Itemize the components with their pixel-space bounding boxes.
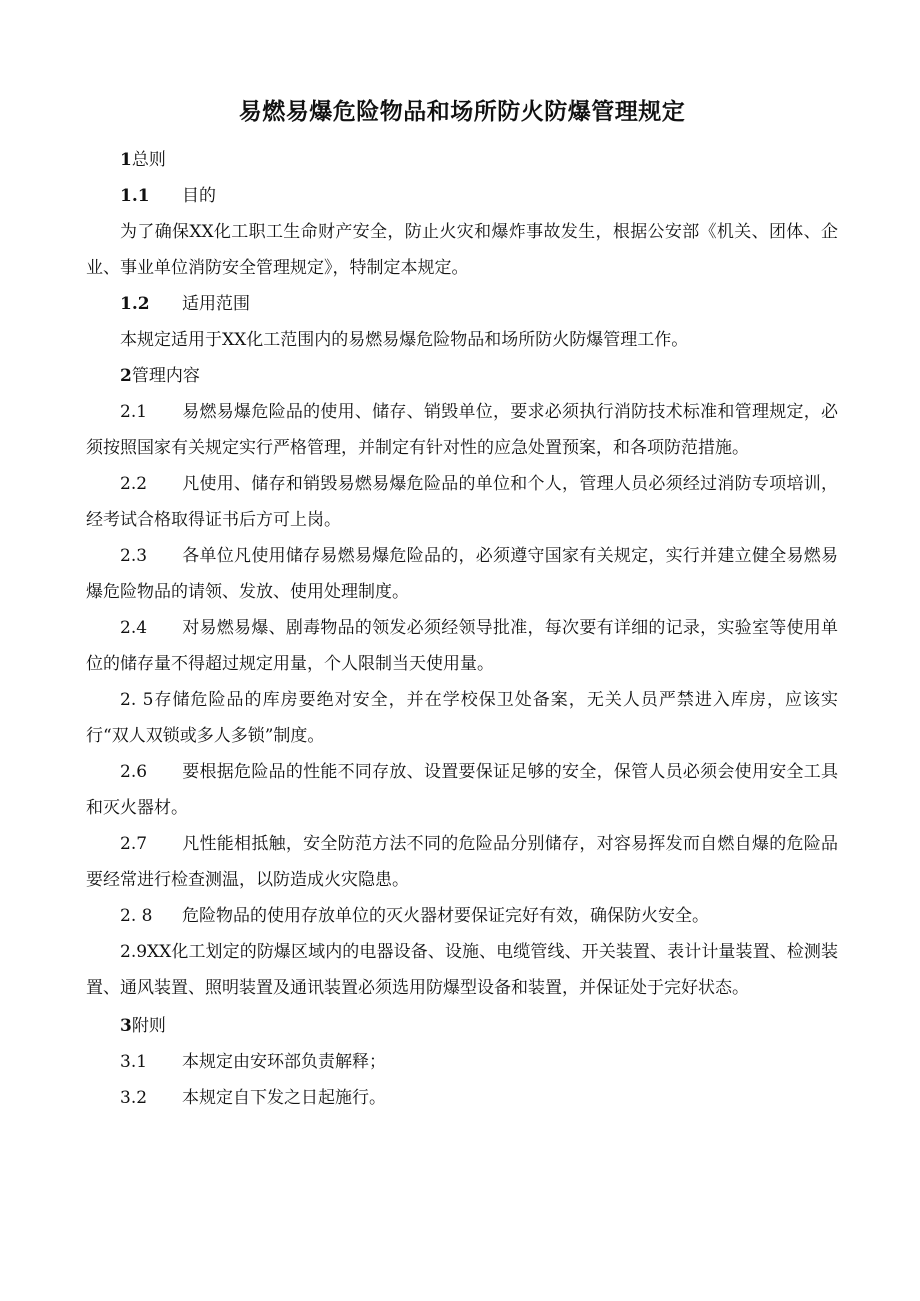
section-2-heading [86, 358, 838, 394]
section-1-2-number: 1.2 [120, 294, 150, 314]
clause-number: 2.4 [120, 618, 148, 638]
clause-number: 2.9 [120, 942, 148, 962]
clause-number: 3.2 [120, 1088, 148, 1108]
clause-number: 2.2 [120, 474, 148, 494]
section-1-1-text: 为了确保XX化工职工生命财产安全，防止火灾和爆炸事故发生，根据公安部《机关、团体、企业、事业单位消防安全管理规定》，特制定本规定。 [86, 222, 838, 278]
clause-number: 3.1 [120, 1052, 148, 1072]
section-1-2-heading [86, 286, 838, 322]
clause-text: 易燃易爆危险品的使用、储存、销毁单位，要求必须执行消防技术标准和管理规定，必须按照国家有关规定实行严格管理，并制定有针对性的应急处置预案，和各项防范措施。 [86, 402, 838, 458]
clause-text: 本规定由安环部负责解释； [182, 1052, 386, 1072]
clause-2-3 [86, 538, 838, 610]
clause-2-2 [86, 466, 838, 538]
clause-2-9 [86, 934, 838, 1006]
clause-text: XX化工划定的防爆区域内的电器设备、设施、电缆管线、开关装置、表计计量装置、检测装置、通风装置、照明装置及通讯装置必须选用防爆型设备和装置，并保证处于完好状态。 [86, 942, 838, 998]
clause-text: 要根据危险品的性能不同存放、设置要保证足够的安全，保管人员必须会使用安全工具和灭火器材。 [86, 762, 838, 818]
clause-3-2 [86, 1080, 838, 1116]
clause-text: 危险物品的使用存放单位的灭火器材要保证完好有效，确保防火安全。 [182, 906, 709, 926]
clause-number: 2. 5 [120, 690, 154, 710]
clause-2-8 [86, 898, 838, 934]
section-1-1-number: 1.1 [120, 186, 150, 206]
document-title: 易燃易爆危险物品和场所防火防爆管理规定 [238, 99, 686, 125]
clause-number: 2.1 [120, 402, 148, 422]
section-3-number: 3 [120, 1016, 132, 1036]
section-3-heading [86, 1008, 838, 1044]
clause-3-1 [86, 1044, 838, 1080]
clause-text: 凡性能相抵触，安全防范方法不同的危险品分别储存，对容易挥发而自燃自爆的危险品要经常进行检查测温，以防造成火灾隐患。 [86, 834, 838, 890]
clause-number: 2.7 [120, 834, 148, 854]
clause-2-1 [86, 394, 838, 466]
clause-text: 存储危险品的库房要绝对安全，并在学校保卫处备案，无关人员严禁进入库房，应该实行“双人双锁或多人多锁”制度。 [86, 690, 838, 746]
clause-text: 本规定自下发之日起施行。 [182, 1088, 386, 1108]
clause-2-7 [86, 826, 838, 898]
section-1-1-heading [86, 178, 838, 214]
section-1-1-label: 目的 [182, 186, 216, 206]
section-1-2-label: 适用范围 [182, 294, 250, 314]
clause-text: 各单位凡使用储存易燃易爆危险品的，必须遵守国家有关规定，实行并建立健全易燃易爆危险物品的请领、发放、使用处理制度。 [86, 546, 838, 602]
section-1-label: 总则 [131, 150, 166, 170]
clause-text: 对易燃易爆、剧毒物品的领发必须经领导批准，每次要有详细的记录，实验室等使用单位的储存量不得超过规定用量，个人限制当天使用量。 [86, 618, 838, 674]
section-1-2-text: 本规定适用于XX化工范围内的易燃易爆危险物品和场所防火防爆管理工作。 [120, 330, 689, 350]
clause-number: 2.6 [120, 762, 148, 782]
clause-text: 凡使用、储存和销毁易燃易爆危险品的单位和个人，管理人员必须经过消防专项培训，经考试合格取得证书后方可上岗。 [86, 474, 838, 530]
clause-number: 2.3 [120, 546, 148, 566]
clause-2-4 [86, 610, 838, 682]
clause-2-5 [86, 682, 838, 754]
section-3-label: 附则 [131, 1016, 166, 1036]
section-1-number: 1 [120, 150, 132, 170]
section-2-number: 2 [120, 366, 132, 386]
section-2-label: 管理内容 [131, 366, 200, 386]
clause-number: 2. 8 [120, 906, 153, 926]
clause-2-6 [86, 754, 838, 826]
section-1-heading [86, 142, 838, 178]
